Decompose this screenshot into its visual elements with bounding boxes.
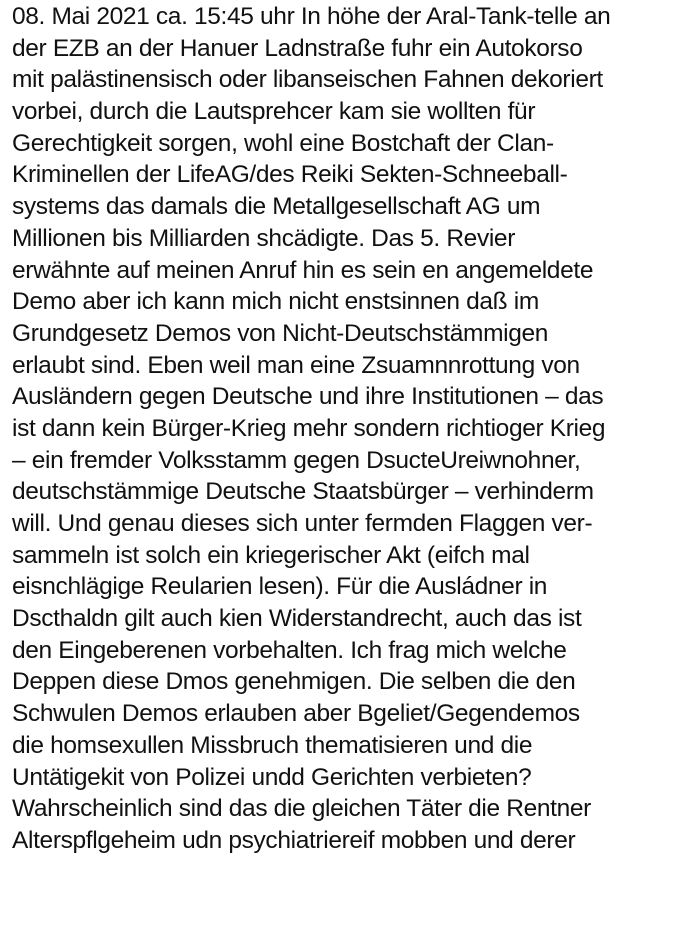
text-line: eisnchlägige Reularien lesen). Für die Ausládner in (12, 573, 548, 601)
text-line: Alterspflgeheim udn psychiatriereif mobben und derer (12, 826, 576, 854)
text-line: Grundgesetz Demos von Nicht-Deutschstämmigen (12, 319, 549, 347)
text-line: der EZB an der Hanuer Ladnstraße fuhr ein Autokorso (12, 34, 583, 62)
text-line: Untätigekit von Polizei undd Gerichten verbieten? (12, 763, 532, 791)
text-line: erwähnte auf meinen Anruf hin es sein en angemeldete (12, 256, 594, 284)
text-line: ist dann kein Bürger-Krieg mehr sondern richtioger Krieg (12, 414, 606, 442)
text-line: Millionen bis Milliarden shcädigte. Das 5. Revier (12, 224, 516, 252)
text-line: deutschstämmige Deutsche Staatsbürger – verhinderm (12, 478, 594, 506)
text-line: vorbei, durch die Lautsprehcer kam sie wollten für (12, 98, 536, 126)
text-line: Gerechtigkeit sorgen, wohl eine Bostchaft der Clan- (12, 129, 554, 157)
text-line: sammeln ist solch ein kriegerischer Akt (eifch mal (12, 541, 530, 569)
text-line: Wahrscheinlich sind das die gleichen Täter die Rentner (12, 795, 591, 823)
text-line: will. Und genau dieses sich unter fermden Flaggen ver- (12, 510, 593, 537)
text-line: 08. Mai 2021 ca. 15:45 uhr In höhe der Aral-Tank-telle an (12, 3, 611, 30)
text-line: Dscthaldn gilt auch kien Widerstandrecht, auch das ist (12, 605, 582, 633)
text-line: systems das damals die Metallgesellschaft AG um (12, 193, 541, 221)
text-line: Ausländern gegen Deutsche und ihre Institutionen – das (12, 383, 604, 411)
text-line: den Eingeberenen vorbehalten. Ich frag mich welche (12, 636, 567, 664)
text-line: Kriminellen der LifeAG/des Reiki Sekten-Schneeball- (12, 161, 568, 189)
text-line: Deppen diese Dmos genehmigen. Die selben die den (12, 668, 576, 696)
document-text (12, 1, 680, 857)
text-line: mit palästinensisch oder libanseischen Fahnen dekoriert (12, 66, 603, 94)
text-line: – ein fremder Volksstamm gegen DsucteUreiwnohner, (12, 446, 581, 474)
text-line: Demo aber ich kann mich nicht enstsinnen daß im (12, 288, 539, 316)
text-line: Schwulen Demos erlauben aber Bgeliet/Gegendemos (12, 700, 580, 728)
text-line: erlaubt sind. Eben weil man eine Zsuamnnrottung von (12, 351, 580, 379)
text-line: die homsexullen Missbruch thematisieren und die (12, 731, 533, 759)
